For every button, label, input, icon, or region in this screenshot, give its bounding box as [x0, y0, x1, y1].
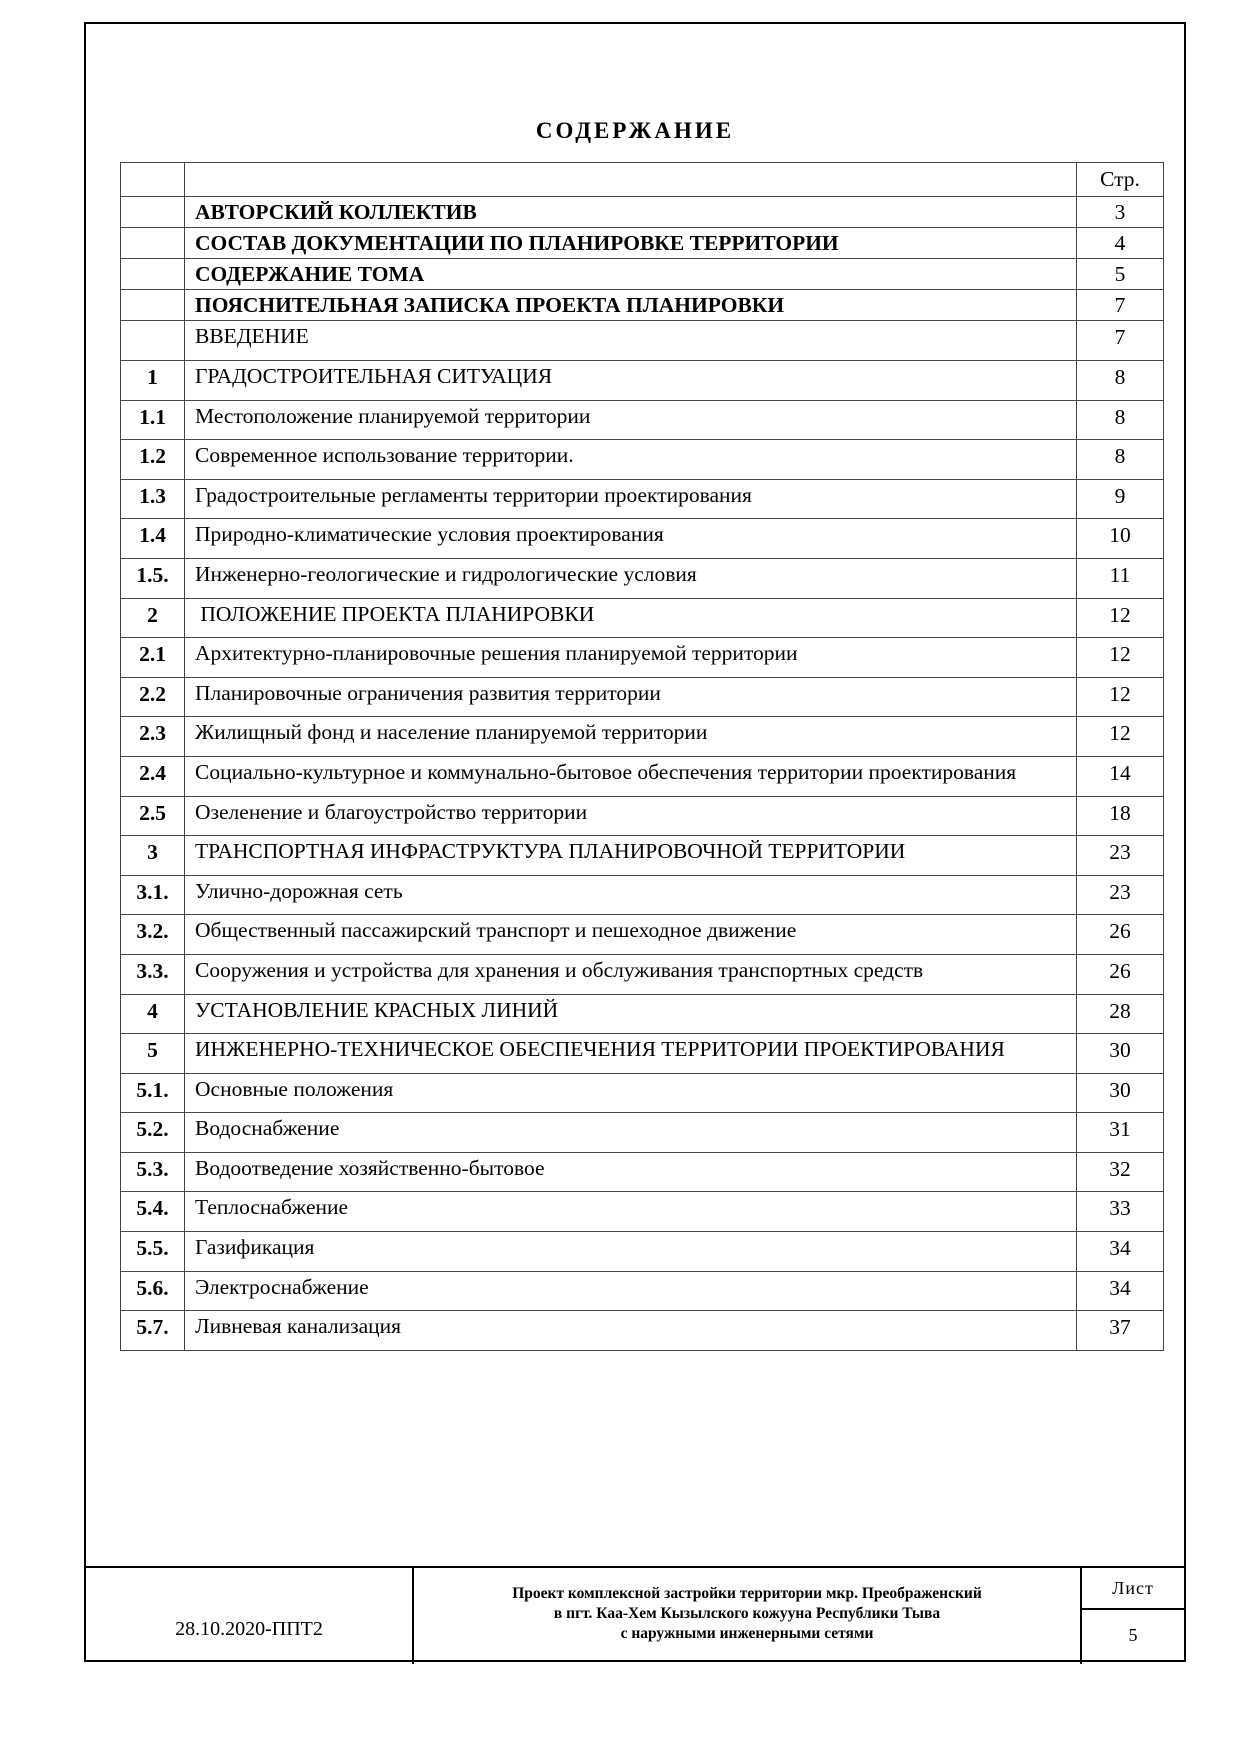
- toc-section-number: 5.1.: [121, 1073, 185, 1113]
- toc-page-number: 8: [1077, 361, 1164, 401]
- toc-page-number: 12: [1077, 598, 1164, 638]
- toc-section-title: Улично-дорожная сеть: [185, 875, 1077, 915]
- toc-section-title: СОДЕРЖАНИЕ ТОМА: [185, 259, 1077, 290]
- toc-section-title: Градостроительные регламенты территории проектирования: [185, 479, 1077, 519]
- toc-section-number: 5.7.: [121, 1311, 185, 1351]
- toc-section-number: 2: [121, 598, 185, 638]
- toc-row: [121, 479, 1164, 519]
- toc-section-title: Архитектурно-планировочные решения планируемой территории: [185, 638, 1077, 678]
- toc-section-title: ИНЖЕНЕРНО-ТЕХНИЧЕСКОЕ ОБЕСПЕЧЕНИЯ ТЕРРИТОРИИ ПРОЕКТИРОВАНИЯ: [185, 1034, 1077, 1074]
- table-of-contents: [120, 162, 1164, 1351]
- document-code: 28.10.2020-ППТ2: [175, 1618, 323, 1640]
- toc-section-number: [121, 259, 185, 290]
- toc-section-title: Электроснабжение: [185, 1271, 1077, 1311]
- project-description-line: в пгт. Каа-Хем Кызылского кожууна Республики Тыва: [553, 1605, 941, 1622]
- toc-section-number: 1.3: [121, 479, 185, 519]
- project-description-line: Проект комплексной застройки территории мкр. Преображенский: [512, 1585, 982, 1602]
- page-title: СОДЕРЖАНИЕ: [535, 118, 735, 143]
- toc-section-number: 5.2.: [121, 1113, 185, 1153]
- toc-row: [121, 519, 1164, 559]
- toc-row: [121, 259, 1164, 290]
- toc-row: [121, 228, 1164, 259]
- toc-page-number: 5: [1077, 259, 1164, 290]
- toc-row: [121, 1232, 1164, 1272]
- toc-section-number: 5.6.: [121, 1271, 185, 1311]
- toc-page-number: 28: [1077, 994, 1164, 1034]
- toc-body: [121, 163, 1164, 1351]
- toc-page-number: 12: [1077, 677, 1164, 717]
- toc-section-title: Газификация: [185, 1232, 1077, 1272]
- toc-page-number: 12: [1077, 638, 1164, 678]
- toc-row: [121, 1034, 1164, 1074]
- sheet-box: [1082, 1568, 1184, 1664]
- toc-page-number: 32: [1077, 1152, 1164, 1192]
- toc-row: [121, 1192, 1164, 1232]
- toc-page-number: 18: [1077, 796, 1164, 836]
- toc-row: [121, 638, 1164, 678]
- toc-section-title: Водоотведение хозяйственно-бытовое: [185, 1152, 1077, 1192]
- sheet-label: Лист: [1082, 1568, 1184, 1610]
- toc-section-title: ПОЯСНИТЕЛЬНАЯ ЗАПИСКА ПРОЕКТА ПЛАНИРОВКИ: [185, 290, 1077, 321]
- toc-section-number: 3.3.: [121, 954, 185, 994]
- toc-section-title: Водоснабжение: [185, 1113, 1077, 1153]
- toc-page-number: 3: [1077, 197, 1164, 228]
- toc-row: [121, 1113, 1164, 1153]
- toc-page-number: 10: [1077, 519, 1164, 559]
- toc-page-number: 37: [1077, 1311, 1164, 1351]
- toc-row: [121, 558, 1164, 598]
- toc-row: [121, 197, 1164, 228]
- toc-section-title: Планировочные ограничения развития территории: [185, 677, 1077, 717]
- toc-section-number: 5.4.: [121, 1192, 185, 1232]
- toc-section-title: Сооружения и устройства для хранения и обслуживания транспортных средств: [185, 954, 1077, 994]
- toc-section-number: 4: [121, 994, 185, 1034]
- sheet-number: 5: [1128, 1625, 1138, 1645]
- toc-section-title: Основные положения: [185, 1073, 1077, 1113]
- toc-section-title: ТРАНСПОРТНАЯ ИНФРАСТРУКТУРА ПЛАНИРОВОЧНОЙ ТЕРРИТОРИИ: [185, 836, 1077, 876]
- toc-section-number: 2.3: [121, 717, 185, 757]
- toc-row: [121, 875, 1164, 915]
- toc-row: [121, 677, 1164, 717]
- toc-header-page: Стр.: [1077, 163, 1164, 197]
- toc-section-title: ПОЛОЖЕНИЕ ПРОЕКТА ПЛАНИРОВКИ: [185, 598, 1077, 638]
- toc-page-number: 30: [1077, 1073, 1164, 1113]
- toc-page-number: 26: [1077, 915, 1164, 955]
- toc-section-title: ГРАДОСТРОИТЕЛЬНАЯ СИТУАЦИЯ: [185, 361, 1077, 401]
- toc-section-number: 2.4: [121, 756, 185, 796]
- toc-section-number: 3: [121, 836, 185, 876]
- toc-row: [121, 400, 1164, 440]
- toc-section-title: Ливневая канализация: [185, 1311, 1077, 1351]
- toc-section-number: 2.2: [121, 677, 185, 717]
- toc-page-number: 23: [1077, 836, 1164, 876]
- toc-section-title: Природно-климатические условия проектирования: [185, 519, 1077, 559]
- toc-row: [121, 598, 1164, 638]
- toc-section-title: СОСТАВ ДОКУМЕНТАЦИИ ПО ПЛАНИРОВКЕ ТЕРРИТОРИИ: [185, 228, 1077, 259]
- toc-page-number: 9: [1077, 479, 1164, 519]
- toc-section-number: 3.2.: [121, 915, 185, 955]
- toc-section-number: 5: [121, 1034, 185, 1074]
- toc-row: [121, 321, 1164, 361]
- toc-row: [121, 994, 1164, 1034]
- toc-section-title: Общественный пассажирский транспорт и пешеходное движение: [185, 915, 1077, 955]
- toc-section-number: 5.3.: [121, 1152, 185, 1192]
- title-block: [86, 1566, 1184, 1664]
- toc-row: [121, 836, 1164, 876]
- toc-section-number: 2.5: [121, 796, 185, 836]
- toc-header-text: [185, 163, 1077, 197]
- toc-section-number: 1.2: [121, 440, 185, 480]
- toc-page-number: 12: [1077, 717, 1164, 757]
- toc-header-row: [121, 163, 1164, 197]
- toc-page-number: 14: [1077, 756, 1164, 796]
- toc-page-number: 23: [1077, 875, 1164, 915]
- toc-section-number: 1.4: [121, 519, 185, 559]
- toc-page-number: 8: [1077, 440, 1164, 480]
- toc-section-number: 1: [121, 361, 185, 401]
- toc-row: [121, 796, 1164, 836]
- toc-section-title: УСТАНОВЛЕНИЕ КРАСНЫХ ЛИНИЙ: [185, 994, 1077, 1034]
- toc-section-number: 2.1: [121, 638, 185, 678]
- toc-section-title: Озеленение и благоустройство территории: [185, 796, 1077, 836]
- toc-page-number: 4: [1077, 228, 1164, 259]
- toc-section-number: 5.5.: [121, 1232, 185, 1272]
- toc-page-number: 33: [1077, 1192, 1164, 1232]
- toc-section-number: [121, 228, 185, 259]
- toc-page-number: 8: [1077, 400, 1164, 440]
- toc-row: [121, 361, 1164, 401]
- toc-row: [121, 1271, 1164, 1311]
- toc-section-title: Современное использование территории.: [185, 440, 1077, 480]
- toc-section-number: 1.5.: [121, 558, 185, 598]
- toc-row: [121, 954, 1164, 994]
- toc-row: [121, 1073, 1164, 1113]
- toc-section-number: [121, 321, 185, 361]
- toc-header-num: [121, 163, 185, 197]
- toc-section-title: ВВЕДЕНИЕ: [185, 321, 1077, 361]
- toc-row: [121, 717, 1164, 757]
- toc-row: [121, 1152, 1164, 1192]
- page-frame: [84, 22, 1186, 1662]
- toc-section-number: [121, 290, 185, 321]
- project-description: [412, 1568, 1082, 1664]
- toc-section-title: Жилищный фонд и население планируемой территории: [185, 717, 1077, 757]
- toc-section-title: Местоположение планируемой территории: [185, 400, 1077, 440]
- toc-page-number: 7: [1077, 290, 1164, 321]
- toc-section-title: АВТОРСКИЙ КОЛЛЕКТИВ: [185, 197, 1077, 228]
- toc-section-number: 3.1.: [121, 875, 185, 915]
- toc-row: [121, 915, 1164, 955]
- toc-row: [121, 756, 1164, 796]
- toc-row: [121, 290, 1164, 321]
- toc-page-number: 26: [1077, 954, 1164, 994]
- toc-section-title: Инженерно-геологические и гидрологические условия: [185, 558, 1077, 598]
- toc-section-title: Социально-культурное и коммунально-бытовое обеспечения территории проектирования: [185, 756, 1077, 796]
- toc-section-number: 1.1: [121, 400, 185, 440]
- toc-page-number: 34: [1077, 1232, 1164, 1272]
- toc-page-number: 34: [1077, 1271, 1164, 1311]
- project-description-line: с наружными инженерными сетями: [620, 1625, 874, 1642]
- toc-page-number: 7: [1077, 321, 1164, 361]
- toc-page-number: 31: [1077, 1113, 1164, 1153]
- toc-section-number: [121, 197, 185, 228]
- toc-page-number: 30: [1077, 1034, 1164, 1074]
- toc-row: [121, 1311, 1164, 1351]
- toc-row: [121, 440, 1164, 480]
- toc-section-title: Теплоснабжение: [185, 1192, 1077, 1232]
- toc-page-number: 11: [1077, 558, 1164, 598]
